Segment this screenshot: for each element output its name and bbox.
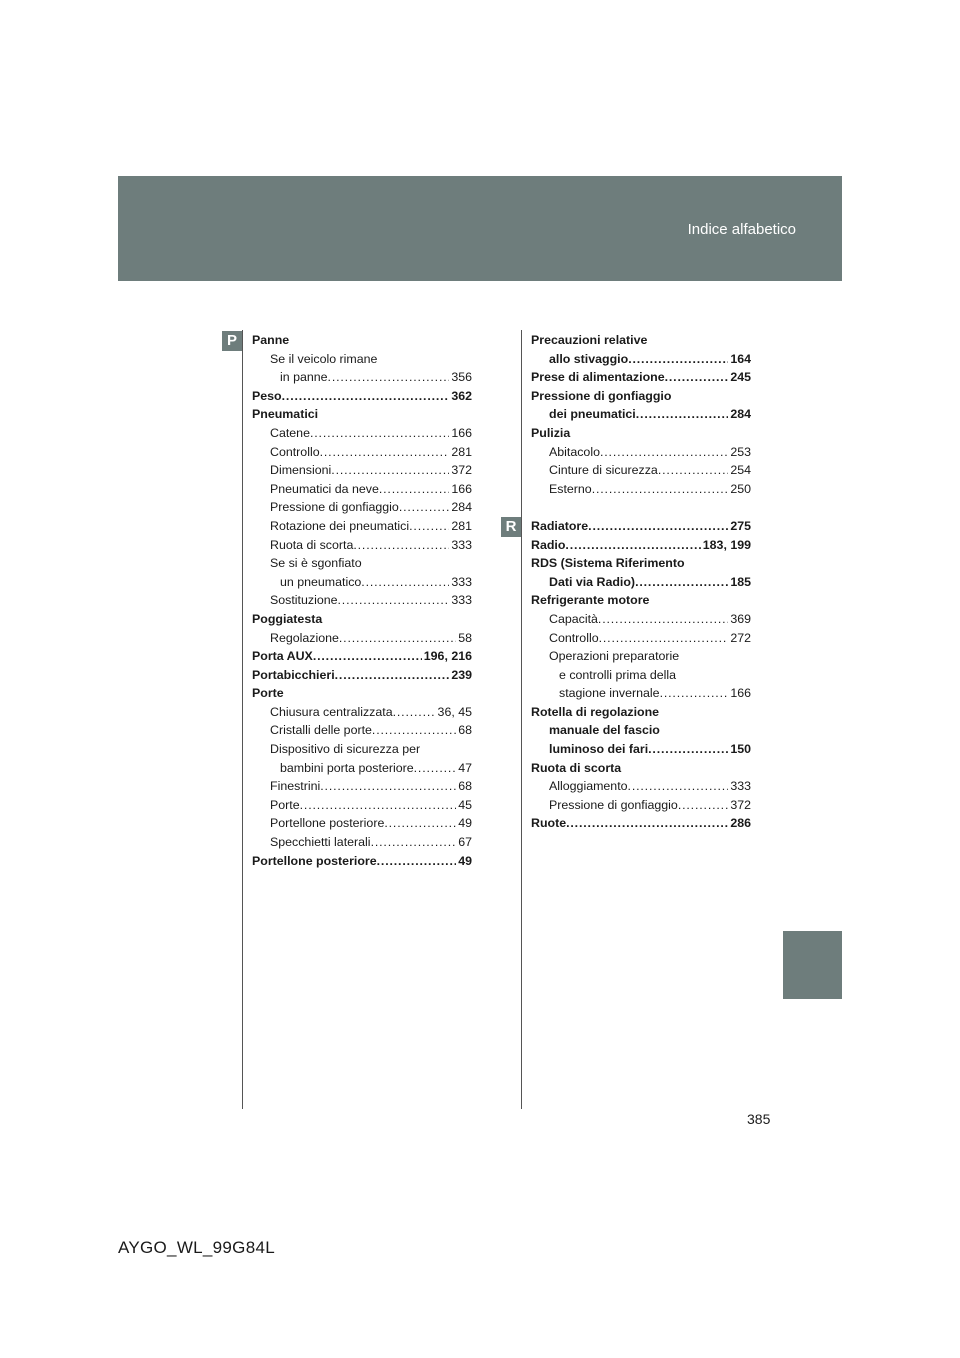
entry-text: Peso bbox=[252, 388, 282, 403]
index-entry bbox=[252, 814, 472, 833]
entry-text: Dati via Radio) bbox=[549, 574, 636, 589]
entry-text: Alloggiamento bbox=[549, 779, 628, 794]
dot-leader bbox=[335, 666, 450, 685]
dot-leader bbox=[339, 629, 456, 648]
dot-leader bbox=[409, 517, 449, 536]
entry-text: Prese di alimentazione bbox=[531, 370, 665, 385]
entry-text: Regolazione bbox=[270, 630, 339, 645]
dot-leader bbox=[282, 387, 450, 406]
index-entry bbox=[531, 573, 751, 592]
entry-page-ref: 183, 199 bbox=[702, 537, 751, 552]
index-entry bbox=[252, 759, 472, 778]
index-entry bbox=[252, 629, 472, 648]
entry-text: Controllo bbox=[549, 630, 599, 645]
entry-text: Porte bbox=[252, 686, 284, 701]
dot-leader bbox=[399, 498, 449, 517]
entry-text: RDS (Sistema Riferimento bbox=[531, 556, 685, 571]
entry-page-ref: 369 bbox=[730, 611, 751, 626]
index-entry bbox=[531, 684, 751, 703]
index-entry bbox=[252, 461, 472, 480]
index-entry bbox=[252, 498, 472, 517]
column-divider-right bbox=[521, 330, 522, 1109]
entry-page-ref: 47 bbox=[458, 760, 472, 775]
section-tab-marker bbox=[783, 931, 842, 999]
index-entry bbox=[252, 368, 472, 387]
dot-leader bbox=[658, 461, 729, 480]
index-heading bbox=[531, 759, 751, 778]
entry-page-ref: 333 bbox=[451, 537, 472, 552]
entry-text: Panne bbox=[252, 333, 290, 347]
index-heading bbox=[531, 647, 751, 666]
entry-text: manuale del fascio bbox=[549, 723, 660, 738]
index-entry bbox=[531, 796, 751, 815]
index-entry bbox=[252, 833, 472, 852]
entry-text: Rotella di regolazione bbox=[531, 704, 660, 719]
dot-leader bbox=[648, 740, 728, 759]
index-heading bbox=[252, 405, 472, 424]
entry-page-ref: 253 bbox=[730, 444, 751, 459]
entry-page-ref: 333 bbox=[451, 574, 472, 589]
entry-text: Dimensioni bbox=[270, 463, 332, 478]
dot-leader bbox=[393, 703, 436, 722]
dot-leader bbox=[384, 814, 456, 833]
index-entry bbox=[252, 480, 472, 499]
entry-page-ref: 284 bbox=[730, 407, 751, 422]
index-entry bbox=[531, 517, 751, 536]
dot-leader bbox=[353, 536, 449, 555]
dot-leader bbox=[328, 368, 450, 387]
entry-text: Pressione di gonfiaggio bbox=[270, 500, 399, 515]
entry-text: Portellone posteriore bbox=[252, 853, 377, 868]
entry-page-ref: 68 bbox=[458, 779, 472, 794]
entry-page-ref: 239 bbox=[451, 667, 472, 682]
index-column-right bbox=[531, 331, 751, 833]
index-entry bbox=[252, 647, 472, 666]
entry-page-ref: 272 bbox=[730, 630, 751, 645]
dot-leader bbox=[566, 814, 728, 833]
entry-page-ref: 36, 45 bbox=[437, 704, 472, 719]
index-entry bbox=[252, 424, 472, 443]
dot-leader bbox=[598, 610, 728, 629]
entry-text: Abitacolo bbox=[549, 444, 600, 459]
index-heading bbox=[531, 424, 751, 443]
entry-page-ref: 185 bbox=[730, 574, 751, 589]
index-entry bbox=[252, 387, 472, 406]
index-heading bbox=[252, 684, 472, 703]
entry-text: un pneumatico bbox=[280, 574, 362, 589]
entry-page-ref: 286 bbox=[730, 816, 751, 831]
entry-page-ref: 356 bbox=[451, 370, 472, 385]
letter-marker-p: P bbox=[222, 331, 242, 351]
document-code: AYGO_WL_99G84L bbox=[118, 1238, 275, 1257]
entry-text: Porta AUX bbox=[252, 649, 313, 664]
entry-text: Portellone posteriore bbox=[270, 816, 385, 831]
dot-leader bbox=[678, 796, 728, 815]
index-entry bbox=[252, 666, 472, 685]
entry-text: Specchietti laterali bbox=[270, 835, 371, 850]
entry-page-ref: 372 bbox=[451, 463, 472, 478]
index-heading bbox=[531, 554, 751, 573]
entry-page-ref: 45 bbox=[458, 797, 472, 812]
dot-leader bbox=[600, 443, 728, 462]
entry-text: Precauzioni relative bbox=[531, 333, 648, 347]
dot-leader bbox=[628, 350, 728, 369]
header-band bbox=[118, 176, 842, 281]
entry-text: Radiatore bbox=[531, 518, 589, 533]
index-entry bbox=[531, 629, 751, 648]
index-entry bbox=[531, 814, 751, 833]
entry-text: Chiusura centralizzata bbox=[270, 704, 393, 719]
entry-text: Esterno bbox=[549, 481, 592, 496]
entry-page-ref: 150 bbox=[730, 742, 751, 757]
entry-page-ref: 166 bbox=[451, 425, 472, 440]
dot-leader bbox=[300, 796, 457, 815]
entry-page-ref: 254 bbox=[730, 463, 751, 478]
entry-text: Controllo bbox=[270, 444, 320, 459]
entry-page-ref: 166 bbox=[451, 481, 472, 496]
index-entry bbox=[531, 610, 751, 629]
dot-leader bbox=[599, 629, 729, 648]
dot-leader bbox=[588, 517, 728, 536]
index-entry bbox=[252, 703, 472, 722]
index-heading bbox=[252, 350, 472, 369]
index-entry bbox=[252, 796, 472, 815]
dot-leader bbox=[377, 852, 457, 871]
entry-text: Rotazione dei pneumatici bbox=[270, 518, 410, 533]
entry-text: Pulizia bbox=[531, 425, 571, 440]
index-entry bbox=[252, 777, 472, 796]
entry-text: Poggiatesta bbox=[252, 611, 323, 626]
index-entry bbox=[531, 740, 751, 759]
entry-page-ref: 67 bbox=[458, 835, 472, 850]
dot-leader bbox=[636, 405, 729, 424]
index-heading bbox=[252, 610, 472, 629]
entry-text: luminoso dei fari bbox=[549, 742, 649, 757]
index-entry bbox=[531, 405, 751, 424]
entry-text: Pressione di gonfiaggio bbox=[549, 797, 678, 812]
entry-text: Se il veicolo rimane bbox=[270, 351, 378, 366]
dot-leader bbox=[338, 591, 450, 610]
entry-text: Pneumatici bbox=[252, 407, 319, 422]
dot-leader bbox=[379, 480, 449, 499]
entry-text: dei pneumatici bbox=[549, 407, 636, 422]
entry-text: Ruote bbox=[531, 816, 567, 831]
dot-leader bbox=[635, 573, 728, 592]
index-entry bbox=[252, 443, 472, 462]
column-divider-left bbox=[242, 330, 243, 1109]
entry-page-ref: 275 bbox=[730, 518, 751, 533]
dot-leader bbox=[372, 721, 456, 740]
index-heading bbox=[531, 331, 751, 350]
index-entry bbox=[252, 852, 472, 871]
entry-page-ref: 68 bbox=[458, 723, 472, 738]
dot-leader bbox=[665, 368, 729, 387]
dot-leader bbox=[414, 759, 457, 778]
entry-page-ref: 362 bbox=[451, 388, 472, 403]
index-column-left bbox=[252, 331, 472, 870]
entry-text: Refrigerante motore bbox=[531, 593, 650, 608]
index-entry bbox=[252, 721, 472, 740]
entry-text: Ruota di scorta bbox=[531, 760, 622, 775]
index-heading bbox=[531, 666, 751, 685]
entry-text: Sostituzione bbox=[270, 593, 338, 608]
index-entry bbox=[531, 350, 751, 369]
entry-text: stagione invernale bbox=[559, 686, 660, 701]
entry-page-ref: 281 bbox=[451, 444, 472, 459]
entry-page-ref: 49 bbox=[458, 853, 472, 868]
entry-text: Porte bbox=[270, 797, 300, 812]
index-heading bbox=[252, 740, 472, 759]
page-number: 385 bbox=[747, 1111, 771, 1127]
entry-page-ref: 333 bbox=[730, 779, 751, 794]
entry-text: Finestrini bbox=[270, 779, 321, 794]
letter-marker-r: R bbox=[501, 517, 521, 537]
entry-page-ref: 250 bbox=[730, 481, 751, 496]
entry-text: Capacità bbox=[549, 611, 598, 626]
index-entry bbox=[252, 573, 472, 592]
dot-leader bbox=[371, 833, 457, 852]
entry-page-ref: 372 bbox=[730, 797, 751, 812]
entry-text: Cinture di sicurezza bbox=[549, 463, 658, 478]
entry-text: Dispositivo di sicurezza per bbox=[270, 742, 421, 757]
index-heading bbox=[252, 554, 472, 573]
section-gap bbox=[531, 498, 751, 517]
index-heading bbox=[531, 703, 751, 722]
entry-text: allo stivaggio bbox=[549, 351, 629, 366]
dot-leader bbox=[320, 443, 450, 462]
entry-page-ref: 49 bbox=[458, 816, 472, 831]
entry-text: Operazioni preparatorie bbox=[549, 649, 680, 664]
entry-text: Pneumatici da neve bbox=[270, 481, 379, 496]
entry-text: Ruota di scorta bbox=[270, 537, 354, 552]
entry-page-ref: 281 bbox=[451, 518, 472, 533]
dot-leader bbox=[310, 424, 449, 443]
dot-leader bbox=[565, 536, 700, 555]
entry-text: Radio bbox=[531, 537, 566, 552]
entry-text: Pressione di gonfiaggio bbox=[531, 388, 672, 403]
index-entry bbox=[531, 368, 751, 387]
entry-page-ref: 166 bbox=[730, 686, 751, 701]
entry-page-ref: 245 bbox=[730, 370, 751, 385]
entry-page-ref: 196, 216 bbox=[423, 649, 472, 664]
index-entry bbox=[531, 536, 751, 555]
index-entry bbox=[252, 536, 472, 555]
dot-leader bbox=[320, 777, 456, 796]
section-title: Indice alfabetico bbox=[687, 221, 796, 238]
dot-leader bbox=[660, 684, 729, 703]
entry-page-ref: 284 bbox=[451, 500, 472, 515]
index-entry bbox=[531, 461, 751, 480]
entry-page-ref: 58 bbox=[458, 630, 472, 645]
index-entry bbox=[252, 591, 472, 610]
index-heading bbox=[531, 721, 751, 740]
entry-page-ref: 333 bbox=[451, 593, 472, 608]
dot-leader bbox=[313, 647, 422, 666]
entry-text: Catene bbox=[270, 425, 310, 440]
index-heading bbox=[252, 331, 472, 350]
entry-text: in panne bbox=[280, 370, 328, 385]
dot-leader bbox=[361, 573, 449, 592]
index-entry bbox=[531, 480, 751, 499]
index-entry bbox=[531, 443, 751, 462]
index-entry bbox=[252, 517, 472, 536]
entry-text: Se si è sgonfiato bbox=[270, 556, 362, 571]
entry-text: bambini porta posteriore bbox=[280, 760, 414, 775]
dot-leader bbox=[592, 480, 729, 499]
index-heading bbox=[531, 387, 751, 406]
entry-text: e controlli prima della bbox=[559, 667, 677, 682]
index-entry bbox=[531, 777, 751, 796]
entry-page-ref: 164 bbox=[730, 351, 751, 366]
dot-leader bbox=[628, 777, 729, 796]
entry-text: Portabicchieri bbox=[252, 667, 335, 682]
index-heading bbox=[531, 591, 751, 610]
dot-leader bbox=[331, 461, 449, 480]
entry-text: Cristalli delle porte bbox=[270, 723, 372, 738]
